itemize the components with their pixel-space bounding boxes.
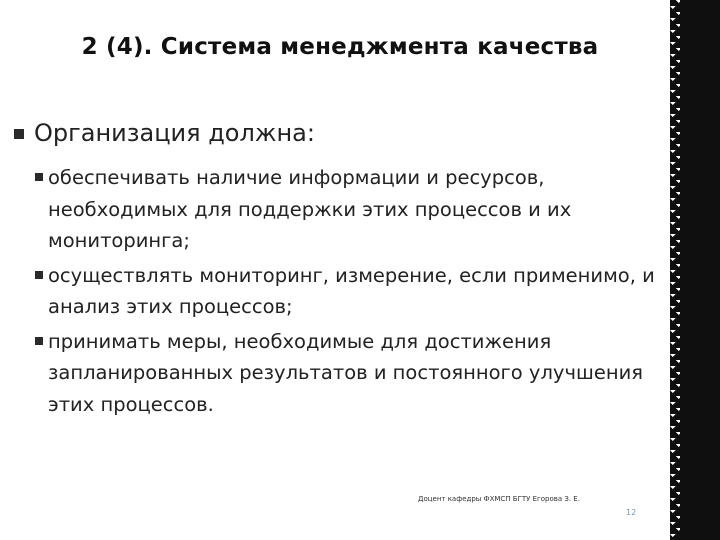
sub-bullet-list: [14, 162, 664, 420]
author-footer: Доцент кафедры ФХМСП БГТУ Егорова З. Е.: [418, 495, 580, 503]
sub-bullet-text: принимать меры, необходимые для достижения запланированных результатов и постоянного улучшения этих процессов.: [48, 329, 643, 416]
decorative-side-bar: [680, 0, 720, 540]
sub-bullet-item: [14, 260, 664, 323]
square-bullet-icon: [35, 337, 43, 345]
main-bullet-text: Организация должна:: [34, 119, 315, 147]
square-bullet-icon: [35, 173, 43, 181]
page-number: 12: [626, 508, 637, 517]
sub-bullet-text: обеспечивать наличие информации и ресурсов, необходимых для поддержки этих процессов и их мониторинга;: [48, 166, 572, 252]
sub-bullet-text: осуществлять мониторинг, измерение, если применимо, и анализ этих процессов;: [48, 263, 655, 318]
main-bullet-item: [14, 116, 664, 150]
slide-title: 2 (4). Система менеджмента качества: [81, 34, 599, 60]
square-bullet-icon: [35, 271, 43, 279]
sub-bullet-item: [14, 162, 664, 257]
slide-content: [14, 116, 664, 423]
sub-bullet-item: [14, 326, 664, 421]
zigzag-edge: [670, 0, 682, 540]
square-bullet-icon: [14, 129, 24, 139]
